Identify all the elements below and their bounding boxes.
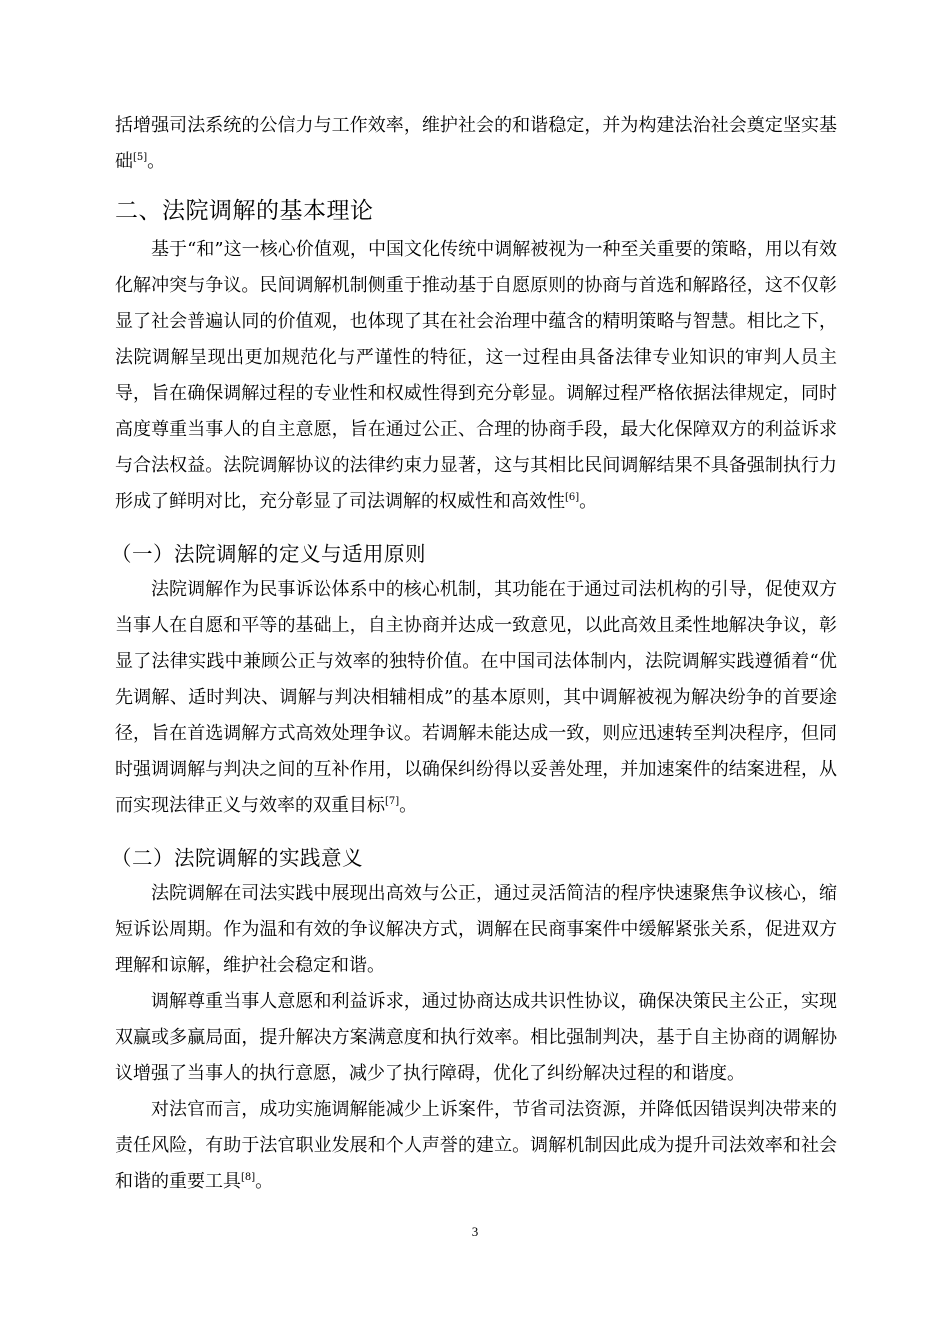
significance-paragraph-1: 法院调解在司法实践中展现出高效与公正，通过灵活简洁的程序快速聚焦争议核心，缩短诉讼周期。作为温和有效的争议解决方式，调解在民商事案件中缓解紧张关系，促进双方理解和谅解，维护社会稳定和谐。 [115,883,837,976]
significance-paragraph-3 [115,1092,837,1200]
citation-ref[interactable]: [7] [385,796,400,807]
sentence-end: 。 [399,795,418,816]
subsection-heading-definition: （一）法院调解的定义与适用原则 [111,542,426,566]
sentence-end: 。 [255,1171,274,1192]
subsection-heading-significance: （二）法院调解的实践意义 [111,846,363,870]
sentence-end: 。 [579,491,598,512]
significance-paragraph-3-text: 对法官而言，成功实施调解能减少上诉案件，节省司法资源，并降低因错误判决带来的责任风险，有助于法官职业发展和个人声誉的建立。调解机制因此成为提升司法效率和社会和谐的重要工具 [115,1099,837,1192]
basic-theory-paragraph [115,232,837,520]
citation-ref[interactable]: [5] [133,152,148,163]
definition-paragraph-text: 法院调解作为民事诉讼体系中的核心机制，其功能在于通过司法机构的引导，促使双方当事人在自愿和平等的基础上，自主协商并达成一致意见，以此高效且柔性地解决争议，彰显了法律实践中兼顾公正与效率的独特价值。在中国司法体制内，法院调解实践遵循着“优先调解、适时判决、调解与判决相辅相成”的基本原则，其中调解被视为解决纷争的首要途径，旨在首选调解方式高效处理争议。若调解未能达成一致，则应迅速转至判决程序，但同时强调调解与判决之间的互补作用，以确保纠纷得以妥善处理，并加速案件的结案进程，从而实现法律正义与效率的双重目标 [115,579,837,816]
section-heading-basic-theory: 二、法院调解的基本理论 [115,198,374,224]
significance-paragraph-2: 调解尊重当事人意愿和利益诉求，通过协商达成共识性协议，确保决策民主公正，实现双赢或多赢局面，提升解决方案满意度和执行效率。相比强制判决，基于自主协商的调解协议增强了当事人的执行意愿，减少了执行障碍，优化了纠纷解决过程的和谐度。 [115,991,837,1084]
definition-paragraph [115,572,837,824]
intro-paragraph-text: 括增强司法系统的公信力与工作效率，维护社会的和谐稳定，并为构建法治社会奠定坚实基础 [115,115,837,172]
sentence-end: 。 [147,151,166,172]
page-number: 3 [471,1224,479,1239]
page-content [111,108,837,1200]
citation-ref[interactable]: [6] [565,492,580,503]
citation-ref[interactable]: [8] [241,1172,256,1183]
intro-paragraph [115,108,837,180]
basic-theory-paragraph-text: 基于“和”这一核心价值观，中国文化传统中调解被视为一种至关重要的策略，用以有效化解冲突与争议。民间调解机制侧重于推动基于自愿原则的协商与首选和解路径，这不仅彰显了社会普遍认同的价值观，也体现了其在社会治理中蕴含的精明策略与智慧。相比之下，法院调解呈现出更加规范化与严谨性的特征，这一过程由具备法律专业知识的审判人员主导，旨在确保调解过程的专业性和权威性得到充分彰显。调解过程严格依据法律规定，同时高度尊重当事人的自主意愿，旨在通过公正、合理的协商手段，最大化保障双方的利益诉求与合法权益。法院调解协议的法律约束力显著，这与其相比民间调解结果不具备强制执行力形成了鲜明对比，充分彰显了司法调解的权威性和高效性 [115,239,837,512]
